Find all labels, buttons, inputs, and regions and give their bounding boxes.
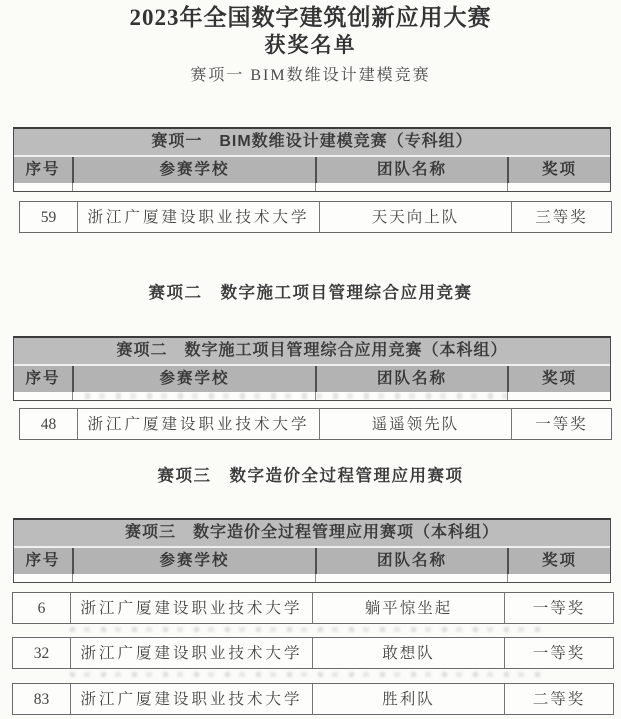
cell-school: 浙江广厦建设职业技术大学 bbox=[70, 684, 312, 714]
cropped-row-stub bbox=[14, 183, 610, 191]
table-row bbox=[12, 683, 614, 715]
column-header-school: 参赛学校 bbox=[72, 366, 315, 392]
cell-no: 32 bbox=[33, 645, 50, 662]
table1-column-headers bbox=[14, 157, 610, 183]
cell-award: 三等奖 bbox=[511, 202, 611, 232]
cell-no: 83 bbox=[33, 691, 50, 708]
column-header-team: 团队名称 bbox=[315, 548, 507, 574]
cropped-row-remnant bbox=[70, 672, 540, 677]
table3-header-block bbox=[13, 518, 611, 583]
cell-school: 浙江广厦建设职业技术大学 bbox=[77, 409, 319, 439]
column-header-no: 序号 bbox=[25, 370, 61, 387]
column-header-team: 团队名称 bbox=[315, 366, 507, 392]
page-subtitle: 赛项一 BIM数维设计建模竞赛 bbox=[190, 67, 431, 84]
section3-heading: 赛项三 数字造价全过程管理应用赛项 bbox=[157, 467, 464, 485]
table-row bbox=[19, 201, 612, 233]
cell-school: 浙江广厦建设职业技术大学 bbox=[77, 202, 319, 232]
table1-title: 赛项一 BIM数维设计建模竞赛（专科组） bbox=[14, 129, 610, 157]
table2-header-block bbox=[13, 336, 611, 401]
table2-title: 赛项二 数字施工项目管理综合应用竞赛（本科组） bbox=[14, 338, 610, 366]
cell-team: 敢想队 bbox=[312, 638, 504, 668]
table2-column-headers bbox=[14, 366, 610, 392]
table1-header-block bbox=[13, 127, 611, 192]
table-row bbox=[12, 637, 614, 669]
column-header-award: 奖项 bbox=[507, 157, 610, 183]
cropped-row-stub bbox=[14, 574, 610, 582]
table-row bbox=[19, 408, 612, 440]
cell-no: 6 bbox=[37, 600, 46, 617]
cell-award: 一等奖 bbox=[504, 593, 613, 623]
cell-award: 一等奖 bbox=[504, 638, 613, 668]
cropped-row-remnant bbox=[85, 393, 510, 399]
cell-school: 浙江广厦建设职业技术大学 bbox=[70, 593, 312, 623]
column-header-no: 序号 bbox=[25, 161, 61, 178]
section2-heading: 赛项二 数字施工项目管理综合应用竞赛 bbox=[148, 284, 473, 302]
cell-team: 遥遥领先队 bbox=[319, 409, 511, 439]
page-title-line2: 获奖名单 bbox=[264, 33, 357, 57]
cell-team: 躺平惊坐起 bbox=[312, 593, 504, 623]
cell-school: 浙江广厦建设职业技术大学 bbox=[70, 638, 312, 668]
column-header-team: 团队名称 bbox=[315, 157, 507, 183]
page-title-line1: 2023年全国数字建筑创新应用大赛 bbox=[129, 5, 492, 30]
column-header-no: 序号 bbox=[25, 552, 61, 569]
cell-award: 一等奖 bbox=[511, 409, 611, 439]
cell-no: 59 bbox=[40, 209, 57, 226]
table3-title: 赛项三 数字造价全过程管理应用赛项（本科组） bbox=[14, 520, 610, 548]
column-header-award: 奖项 bbox=[507, 366, 610, 392]
column-header-school: 参赛学校 bbox=[72, 157, 315, 183]
table-row bbox=[12, 592, 614, 624]
cropped-row-remnant bbox=[70, 627, 540, 632]
cell-team: 胜利队 bbox=[312, 684, 504, 714]
cell-award: 二等奖 bbox=[504, 684, 613, 714]
column-header-award: 奖项 bbox=[507, 548, 610, 574]
cell-team: 天天向上队 bbox=[319, 202, 511, 232]
table3-column-headers bbox=[14, 548, 610, 574]
cell-no: 48 bbox=[40, 416, 57, 433]
column-header-school: 参赛学校 bbox=[72, 548, 315, 574]
